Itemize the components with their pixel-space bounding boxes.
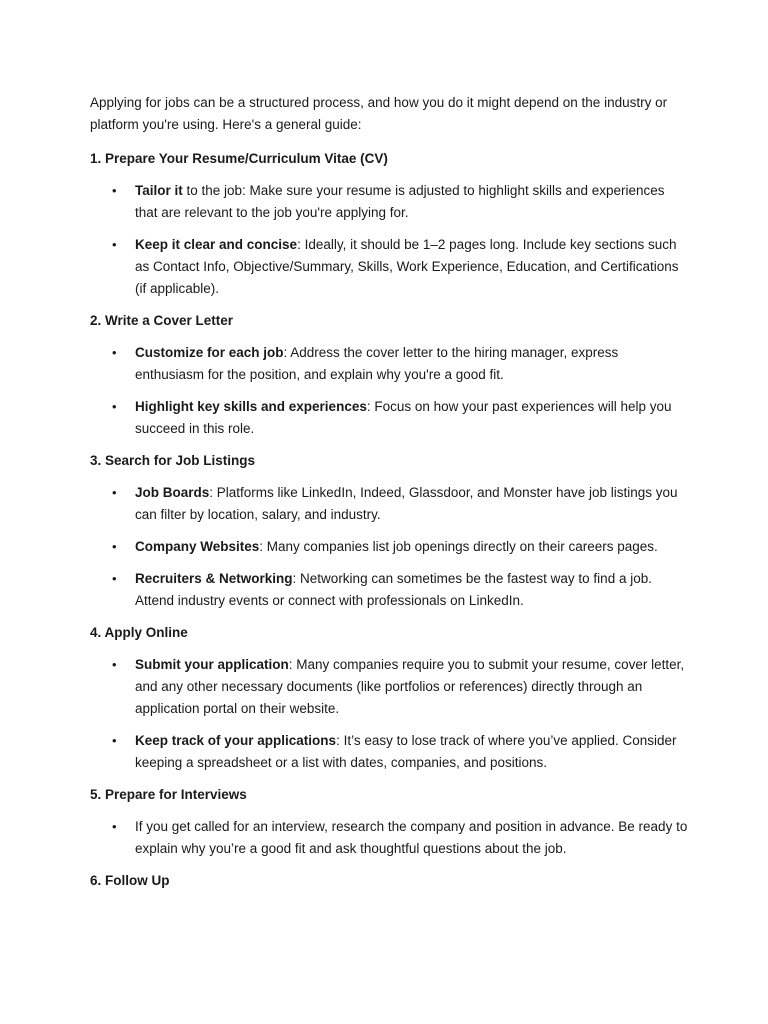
item-title: Keep it clear and concise — [135, 237, 298, 252]
list-item — [90, 654, 690, 720]
section-5 — [90, 784, 690, 860]
list-item — [90, 730, 690, 774]
intro-paragraph: Applying for jobs can be a structured process, and how you do it might depend on the industry or platform you're using. Here's a general guide: — [90, 95, 668, 132]
list-item — [90, 234, 690, 300]
item-title: Keep track of your applications — [135, 733, 337, 748]
item-text: : Address the cover letter to the hiring manager, express enthusiasm for the position, and explain why you're a good fit. — [135, 345, 619, 382]
bullet-icon: • — [112, 237, 117, 252]
item-text: : Platforms like LinkedIn, Indeed, Glassdoor, and Monster have job listings you can filter by location, salary, and industry. — [135, 485, 678, 522]
bullet-list — [90, 482, 690, 612]
item-title: Highlight key skills and experiences — [135, 399, 367, 414]
section-4 — [90, 622, 690, 774]
section-heading: 3. Search for Job Listings — [90, 453, 256, 468]
section-heading: 6. Follow Up — [90, 873, 170, 888]
document-page — [90, 92, 690, 902]
item-title: Company Websites — [135, 539, 260, 554]
bullet-list — [90, 180, 690, 300]
bullet-icon: • — [112, 539, 117, 554]
section-heading: 1. Prepare Your Resume/Curriculum Vitae (CV) — [90, 151, 388, 166]
section-heading: 2. Write a Cover Letter — [90, 313, 234, 328]
item-text: : Networking can sometimes be the fastest way to find a job. Attend industry events or connect with professionals on LinkedIn. — [135, 571, 652, 608]
item-text: : Focus on how your past experiences will help you succeed in this role. — [135, 399, 672, 436]
bullet-list — [90, 654, 690, 774]
bullet-icon: • — [112, 345, 117, 360]
list-item — [90, 180, 690, 224]
section-3 — [90, 450, 690, 612]
bullet-icon: • — [112, 571, 117, 586]
bullet-list — [90, 816, 690, 860]
bullet-icon: • — [112, 399, 117, 414]
item-text: : Ideally, it should be 1–2 pages long. Include key sections such as Contact Info, Objective/Summary, Skills, Work Experience, Education, and Certifications (if applicable). — [135, 237, 679, 296]
bullet-icon: • — [112, 819, 117, 834]
bullet-icon: • — [112, 485, 117, 500]
item-text: to the job: Make sure your resume is adjusted to highlight skills and experiences that are relevant to the job you're applying for. — [135, 183, 665, 220]
item-text: : Many companies require you to submit your resume, cover letter, and any other necessary documents (like portfolios or references) directly through an application portal on their website. — [135, 657, 685, 716]
item-title: Job Boards — [135, 485, 210, 500]
section-heading: 5. Prepare for Interviews — [90, 787, 247, 802]
bullet-icon: • — [112, 733, 117, 748]
section-1 — [90, 148, 690, 300]
item-title: Customize for each job — [135, 345, 284, 360]
list-item — [90, 342, 690, 386]
bullet-icon: • — [112, 657, 117, 672]
item-text: : Many companies list job openings directly on their careers pages. — [259, 539, 658, 554]
section-6 — [90, 870, 690, 892]
section-heading: 4. Apply Online — [90, 625, 188, 640]
item-title: Tailor it — [135, 183, 183, 198]
item-text: : It’s easy to lose track of where you’ve applied. Consider keeping a spreadsheet or a list with dates, companies, and positions. — [135, 733, 677, 770]
list-item — [90, 482, 690, 526]
list-item — [90, 568, 690, 612]
item-text: If you get called for an interview, research the company and position in advance. Be ready to explain why you’re a good fit and ask thoughtful questions about the job. — [135, 819, 688, 856]
bullet-list — [90, 342, 690, 440]
item-title: Recruiters & Networking — [135, 571, 293, 586]
bullet-icon: • — [112, 183, 117, 198]
list-item — [90, 396, 690, 440]
list-item — [90, 536, 690, 558]
item-title: Submit your application — [135, 657, 289, 672]
section-2 — [90, 310, 690, 440]
list-item — [90, 816, 690, 860]
